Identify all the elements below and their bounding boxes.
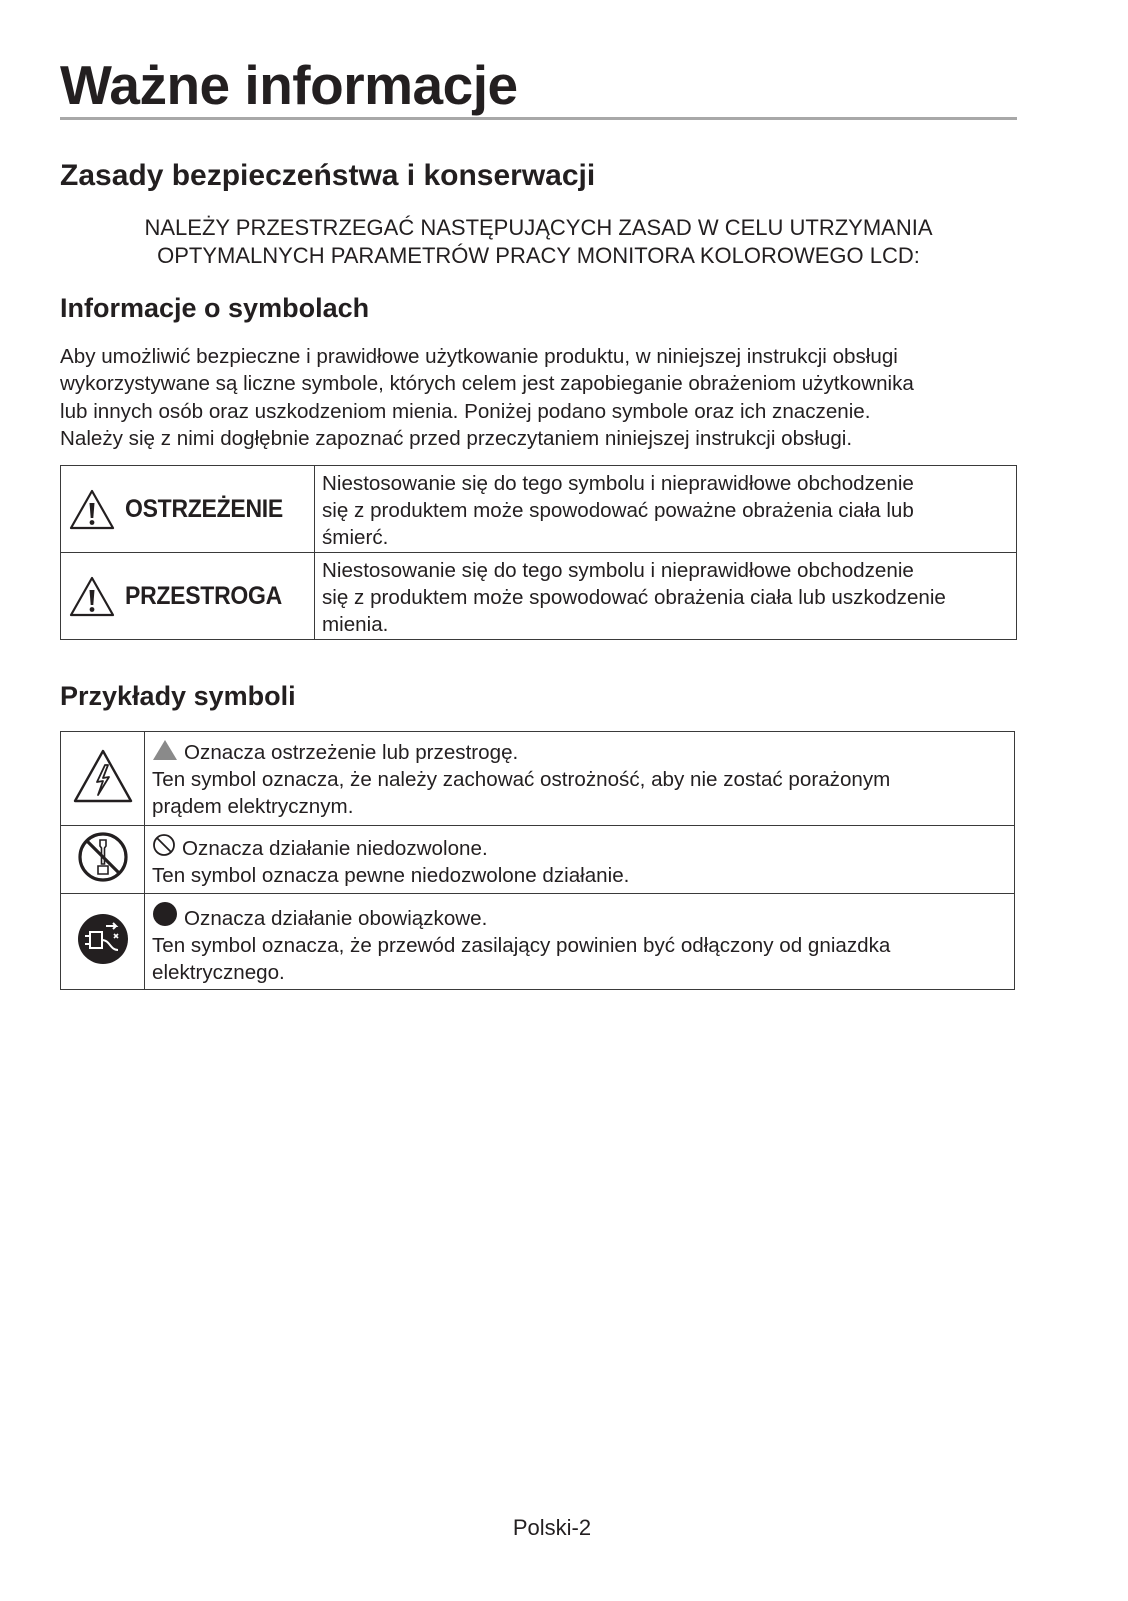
notice-line: NALEŻY PRZESTRZEGAĆ NASTĘPUJĄCYCH ZASAD W CELU UTRZYMANIA	[144, 215, 933, 240]
description-line: mienia.	[322, 613, 389, 636]
description-cell	[315, 466, 1017, 553]
unplug-power-icon	[76, 912, 130, 966]
description-line: elektrycznego.	[152, 961, 285, 984]
page-number: Polski-2	[512, 1515, 592, 1540]
warning-label: OSTRZEŻENIE	[125, 494, 283, 523]
description-line: Ten symbol oznacza, że należy zachować ostrożność, aby nie zostać porażonym	[152, 768, 891, 791]
description-line: prądem elektrycznym.	[152, 795, 354, 818]
paragraph-line: wykorzystywane są liczne symbole, których celem jest zapobieganie obrażeniom użytkownika	[60, 372, 914, 396]
table-row	[61, 826, 1015, 894]
table-row	[61, 553, 1017, 640]
warning-triangle-icon	[69, 488, 115, 530]
example-title: Oznacza działanie obowiązkowe.	[184, 907, 488, 930]
symbol-examples-table	[60, 731, 1015, 990]
symbols-paragraph	[60, 343, 1025, 452]
symbol-meaning-table	[60, 465, 1017, 640]
section-title: Zasady bezpieczeństwa i konserwacji	[60, 159, 596, 192]
description-cell	[315, 553, 1017, 640]
label-cell	[61, 553, 315, 640]
table-row	[61, 894, 1015, 990]
warning-triangle-icon	[69, 575, 115, 617]
no-disassembly-icon	[76, 830, 130, 884]
description-line: się z produktem może spowodować poważne obrażenia ciała lub	[322, 499, 914, 522]
description-line: Ten symbol oznacza, że przewód zasilający powinien być odłączony od gniazdka	[152, 934, 891, 957]
symbols-heading: Informacje o symbolach	[60, 293, 370, 323]
black-circle-icon	[152, 901, 178, 927]
description-cell	[145, 732, 1015, 826]
electric-shock-warning-icon	[72, 748, 134, 804]
gray-triangle-icon	[152, 739, 178, 761]
label-cell	[61, 466, 315, 553]
description-line: się z produktem może spowodować obrażenia ciała lub uszkodzenie	[322, 586, 946, 609]
notice-line: OPTYMALNYCH PARAMETRÓW PRACY MONITORA KOLOROWEGO LCD:	[157, 243, 920, 268]
example-title: Oznacza działanie niedozwolone.	[182, 837, 488, 860]
caution-label: PRZESTROGA	[125, 581, 282, 610]
table-row	[61, 466, 1017, 553]
safety-notice	[60, 214, 1017, 270]
description-line: śmierć.	[322, 526, 389, 549]
title-divider	[60, 117, 1017, 120]
description-line: Niestosowanie się do tego symbolu i nieprawidłowe obchodzenie	[322, 472, 914, 495]
description-line: Ten symbol oznacza pewne niedozwolone działanie.	[152, 864, 630, 887]
prohibition-circle-icon	[152, 833, 176, 857]
icon-cell	[61, 826, 145, 894]
description-cell	[145, 826, 1015, 894]
description-line: Niestosowanie się do tego symbolu i nieprawidłowe obchodzenie	[322, 559, 914, 582]
paragraph-line: lub innych osób oraz uszkodzeniom mienia. Poniżej podano symbole oraz ich znaczenie.	[60, 399, 871, 423]
paragraph-line: Aby umożliwić bezpieczne i prawidłowe użytkowanie produktu, w niniejszej instrukcji obsługi	[60, 345, 898, 368]
page-title: Ważne informacje	[60, 54, 518, 116]
icon-cell	[61, 894, 145, 990]
icon-cell	[61, 732, 145, 826]
paragraph-line: Należy się z nimi dogłębnie zapoznać przed przeczytaniem niniejszej instrukcji obsługi.	[60, 426, 853, 450]
description-cell	[145, 894, 1015, 990]
example-title: Oznacza ostrzeżenie lub przestrogę.	[184, 741, 519, 764]
table-row	[61, 732, 1015, 826]
examples-heading: Przykłady symboli	[60, 681, 296, 711]
